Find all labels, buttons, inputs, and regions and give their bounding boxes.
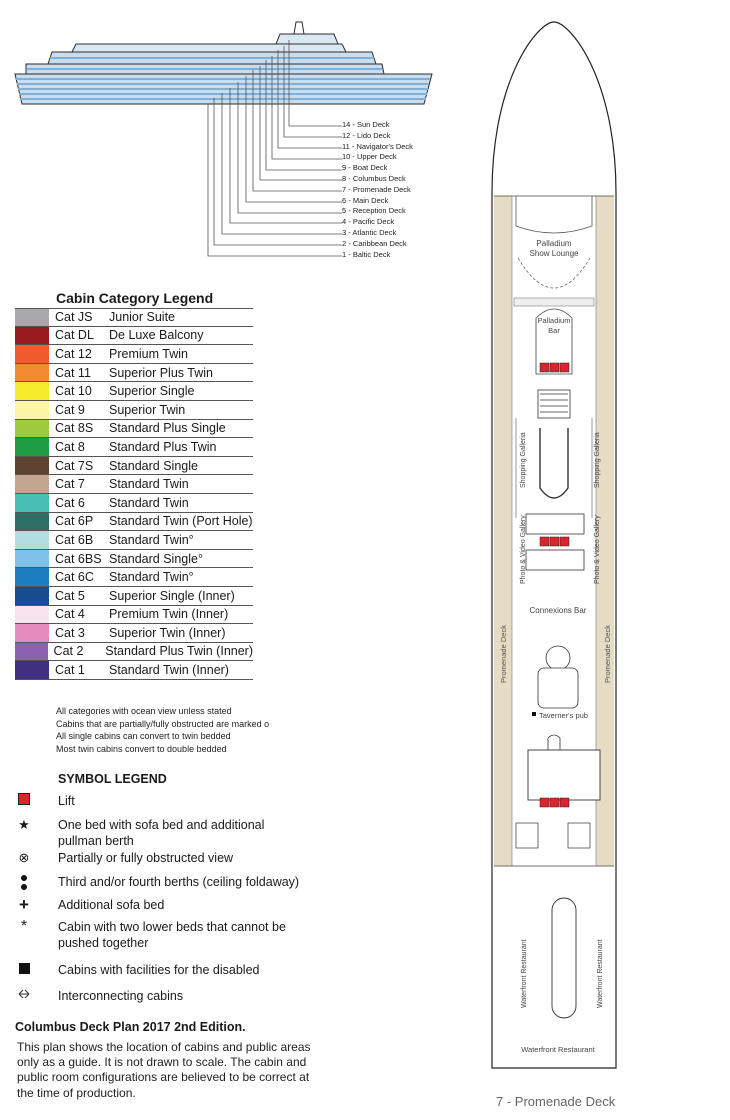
note-line: Most twin cabins convert to double bedded [56,743,227,754]
category-name: Standard Twin (Port Hole) [109,514,253,529]
category-code: Cat 6BS [55,551,102,566]
category-swatch [15,401,49,419]
symbol-label: Cabins with facilities for the disabled [58,963,260,977]
deck-list-item: 7 - Promenade Deck [342,184,411,194]
symbol-label: Cabin with two lower beds that cannot be pushed together [58,920,286,950]
deck-list-item: 1 - Baltic Deck [342,249,391,259]
connexions-bar-label: Connexions Bar [529,606,587,615]
category-row [15,494,253,513]
plan-description: This plan shows the location of cabins and public areas only as a guide. It is not drawn to scale. The cabin and public room configurations are believed to be correct at the time of production. [17,1040,311,1100]
category-swatch [15,606,49,624]
symbol-label: Interconnecting cabins [58,989,184,1003]
show-lounge-label-1: Palladium [536,239,572,248]
category-swatch [15,327,49,345]
symbol-row-star [12,817,302,849]
category-name: Superior Plus Twin [109,365,213,380]
pub-bar-round [546,646,570,670]
category-row [15,587,253,606]
category-swatch [15,309,49,326]
symbol-label: One bed with sofa bed and additional pullman berth [58,818,265,848]
category-swatch [15,420,49,438]
category-swatch [15,643,48,661]
category-name: Standard Single [109,458,198,473]
deck-list-item: 12 - Lido Deck [342,130,391,140]
waterfront-restaurant-right: Waterfront Restaurant [597,939,604,1008]
category-swatch [15,364,49,382]
category-row [15,345,253,364]
lift-icon [560,537,569,546]
category-row [15,531,253,550]
category-code: Cat 4 [55,607,85,622]
category-name: De Luxe Balcony [109,328,204,343]
category-code: Cat 5 [55,588,85,603]
note-line: All single cabins can convert to twin bedded [56,731,231,742]
category-code: Cat 3 [55,625,85,640]
category-code: Cat 6C [55,570,94,585]
plus-icon: + [19,895,29,914]
restaurant-buffet [552,898,576,1018]
category-row [15,364,253,383]
category-name: Premium Twin (Inner) [109,607,229,622]
symbol-row-obstructed [12,850,233,866]
symbol-label: Partially or fully obstructed view [58,851,234,865]
category-code: Cat JS [55,310,93,325]
symbol-label: Third and/or fourth berths (ceiling foldaway) [58,875,300,889]
category-swatch [15,345,49,363]
category-swatch [15,568,49,586]
category-code: Cat 1 [55,663,85,678]
waterfront-restaurant-left: Waterfront Restaurant [521,939,528,1008]
waterfront-restaurant-bottom: Waterfront Restaurant [521,1045,595,1054]
category-swatch [15,475,49,493]
category-code: Cat 6B [55,532,94,547]
bar-label-2: Bar [548,326,560,335]
obstructed-icon: ⊗ [18,850,30,865]
category-name: Standard Plus Twin [109,439,217,454]
category-code: Cat DL [55,328,94,343]
category-row [15,308,253,327]
berth-dots-icon [12,874,36,896]
cabin-legend-title: Cabin Category Legend [56,290,214,306]
category-code: Cat 2 [53,644,84,659]
category-row [15,624,253,643]
shopping-galleria-right: Shopping Galleria [594,432,601,488]
category-code: Cat 8S [55,421,94,436]
category-swatch [15,382,49,400]
category-name: Standard Plus Twin (Inner) [105,644,253,659]
lift-icon [550,363,559,372]
category-name: Superior Twin (Inner) [109,625,226,640]
category-name: Superior Single [109,384,195,399]
deck-list-item: 6 - Main Deck [342,195,389,205]
deck-name: 7 - Promenade Deck [496,1094,616,1109]
category-row [15,457,253,476]
ship-hull-stripes [15,22,432,104]
photo-gallery-right: Photo & Video Gallery [594,515,601,584]
photo-gallery-left: Photo & Video Gallery [520,515,527,584]
symbol-row-square [12,962,260,978]
category-name: Standard Single° [109,551,203,566]
deck-list-item: 2 - Caribbean Deck [342,238,407,248]
category-name: Standard Twin° [109,570,194,585]
category-row [15,327,253,346]
deck-list-item: 10 - Upper Deck [342,152,397,162]
galley-block [528,750,600,800]
category-code: Cat 7S [55,458,94,473]
symbol-label: Additional sofa bed [58,898,165,912]
category-row [15,550,253,569]
category-code: Cat 12 [55,346,92,361]
category-code: Cat 10 [55,384,92,399]
interconnect-icon [12,988,36,1004]
category-code: Cat 11 [55,365,91,380]
square-icon [12,962,36,978]
promenade-wood-left [494,196,512,866]
lift-icon [550,798,559,807]
deck-list-item: 3 - Atlantic Deck [342,227,397,237]
lift-icon [560,798,569,807]
category-swatch [15,550,49,568]
deck-list-item: 9 - Boat Deck [342,163,388,173]
category-name: Standard Plus Single [109,421,226,436]
star-icon: ★ [18,817,30,832]
category-code: Cat 8 [55,439,85,454]
shopping-galleria-left: Shopping Galleria [520,432,527,488]
deck-plan [488,18,628,1078]
category-row [15,401,253,420]
category-row [15,513,253,532]
category-name: Standard Twin [109,495,189,510]
lift-icon [12,793,36,809]
category-row [15,568,253,587]
lift-icon [550,537,559,546]
category-name: Superior Twin [109,402,186,417]
symbol-label: Lift [58,794,75,808]
symbol-row-asterisk [12,919,302,951]
lift-icon [540,363,549,372]
promenade-deck-right: Promenade Deck [603,625,612,683]
symbol-row-plus [12,897,164,913]
category-swatch [15,587,49,605]
category-row [15,438,253,457]
gallery-block [526,514,584,534]
category-swatch [15,531,49,549]
lift-icon [540,537,549,546]
note-line: All categories with ocean view unless stated [56,706,232,716]
note-line: Cabins that are partially/fully obstructed are marked o [56,718,270,729]
lift-icon [560,363,569,372]
legend-notes [56,705,269,755]
category-code: Cat 7 [55,477,85,492]
deck-list-item: 4 - Pacific Deck [342,217,395,227]
deck-list-item: 14 - Sun Deck [342,120,390,129]
category-swatch [15,494,49,512]
symbol-legend-title: SYMBOL LEGEND [58,772,167,786]
deck-list-item: 8 - Columbus Deck [342,173,406,183]
category-swatch [15,457,49,475]
category-name: Standard Twin° [109,532,194,547]
category-row [15,382,253,401]
symbol-row-berths [12,874,299,896]
category-swatch [15,438,49,456]
symbol-row-lift [12,793,75,809]
promenade-deck-left: Promenade Deck [499,625,508,683]
category-name: Superior Single (Inner) [109,588,235,603]
category-row [15,661,253,680]
category-row [15,475,253,494]
category-swatch [15,513,49,531]
category-swatch [15,624,49,642]
deck-list-item: 5 - Reception Deck [342,206,406,216]
cabin-category-table [15,308,253,680]
category-code: Cat 6 [55,495,85,510]
deck-list-item: 11 - Navigator's Deck [342,141,413,151]
category-row [15,643,253,662]
plan-title: Columbus Deck Plan 2017 2nd Edition. [15,1020,246,1034]
category-row [15,420,253,439]
category-name: Junior Suite [109,310,176,325]
category-row [15,606,253,625]
deck-list [342,120,413,260]
category-swatch [15,661,49,679]
show-lounge-label-2: Show Lounge [529,249,579,258]
category-name: Standard Twin (Inner) [109,663,229,678]
symbol-row-interconnect [12,988,183,1004]
bar-label-1: Palladium [537,316,571,325]
category-code: Cat 9 [55,402,85,417]
category-code: Cat 6P [55,514,94,529]
category-name: Premium Twin [109,346,188,361]
lift-icon [540,798,549,807]
category-name: Standard Twin [109,477,189,492]
taverners-pub-label: Taverner's pub [539,711,588,720]
asterisk-icon: * [20,918,28,935]
